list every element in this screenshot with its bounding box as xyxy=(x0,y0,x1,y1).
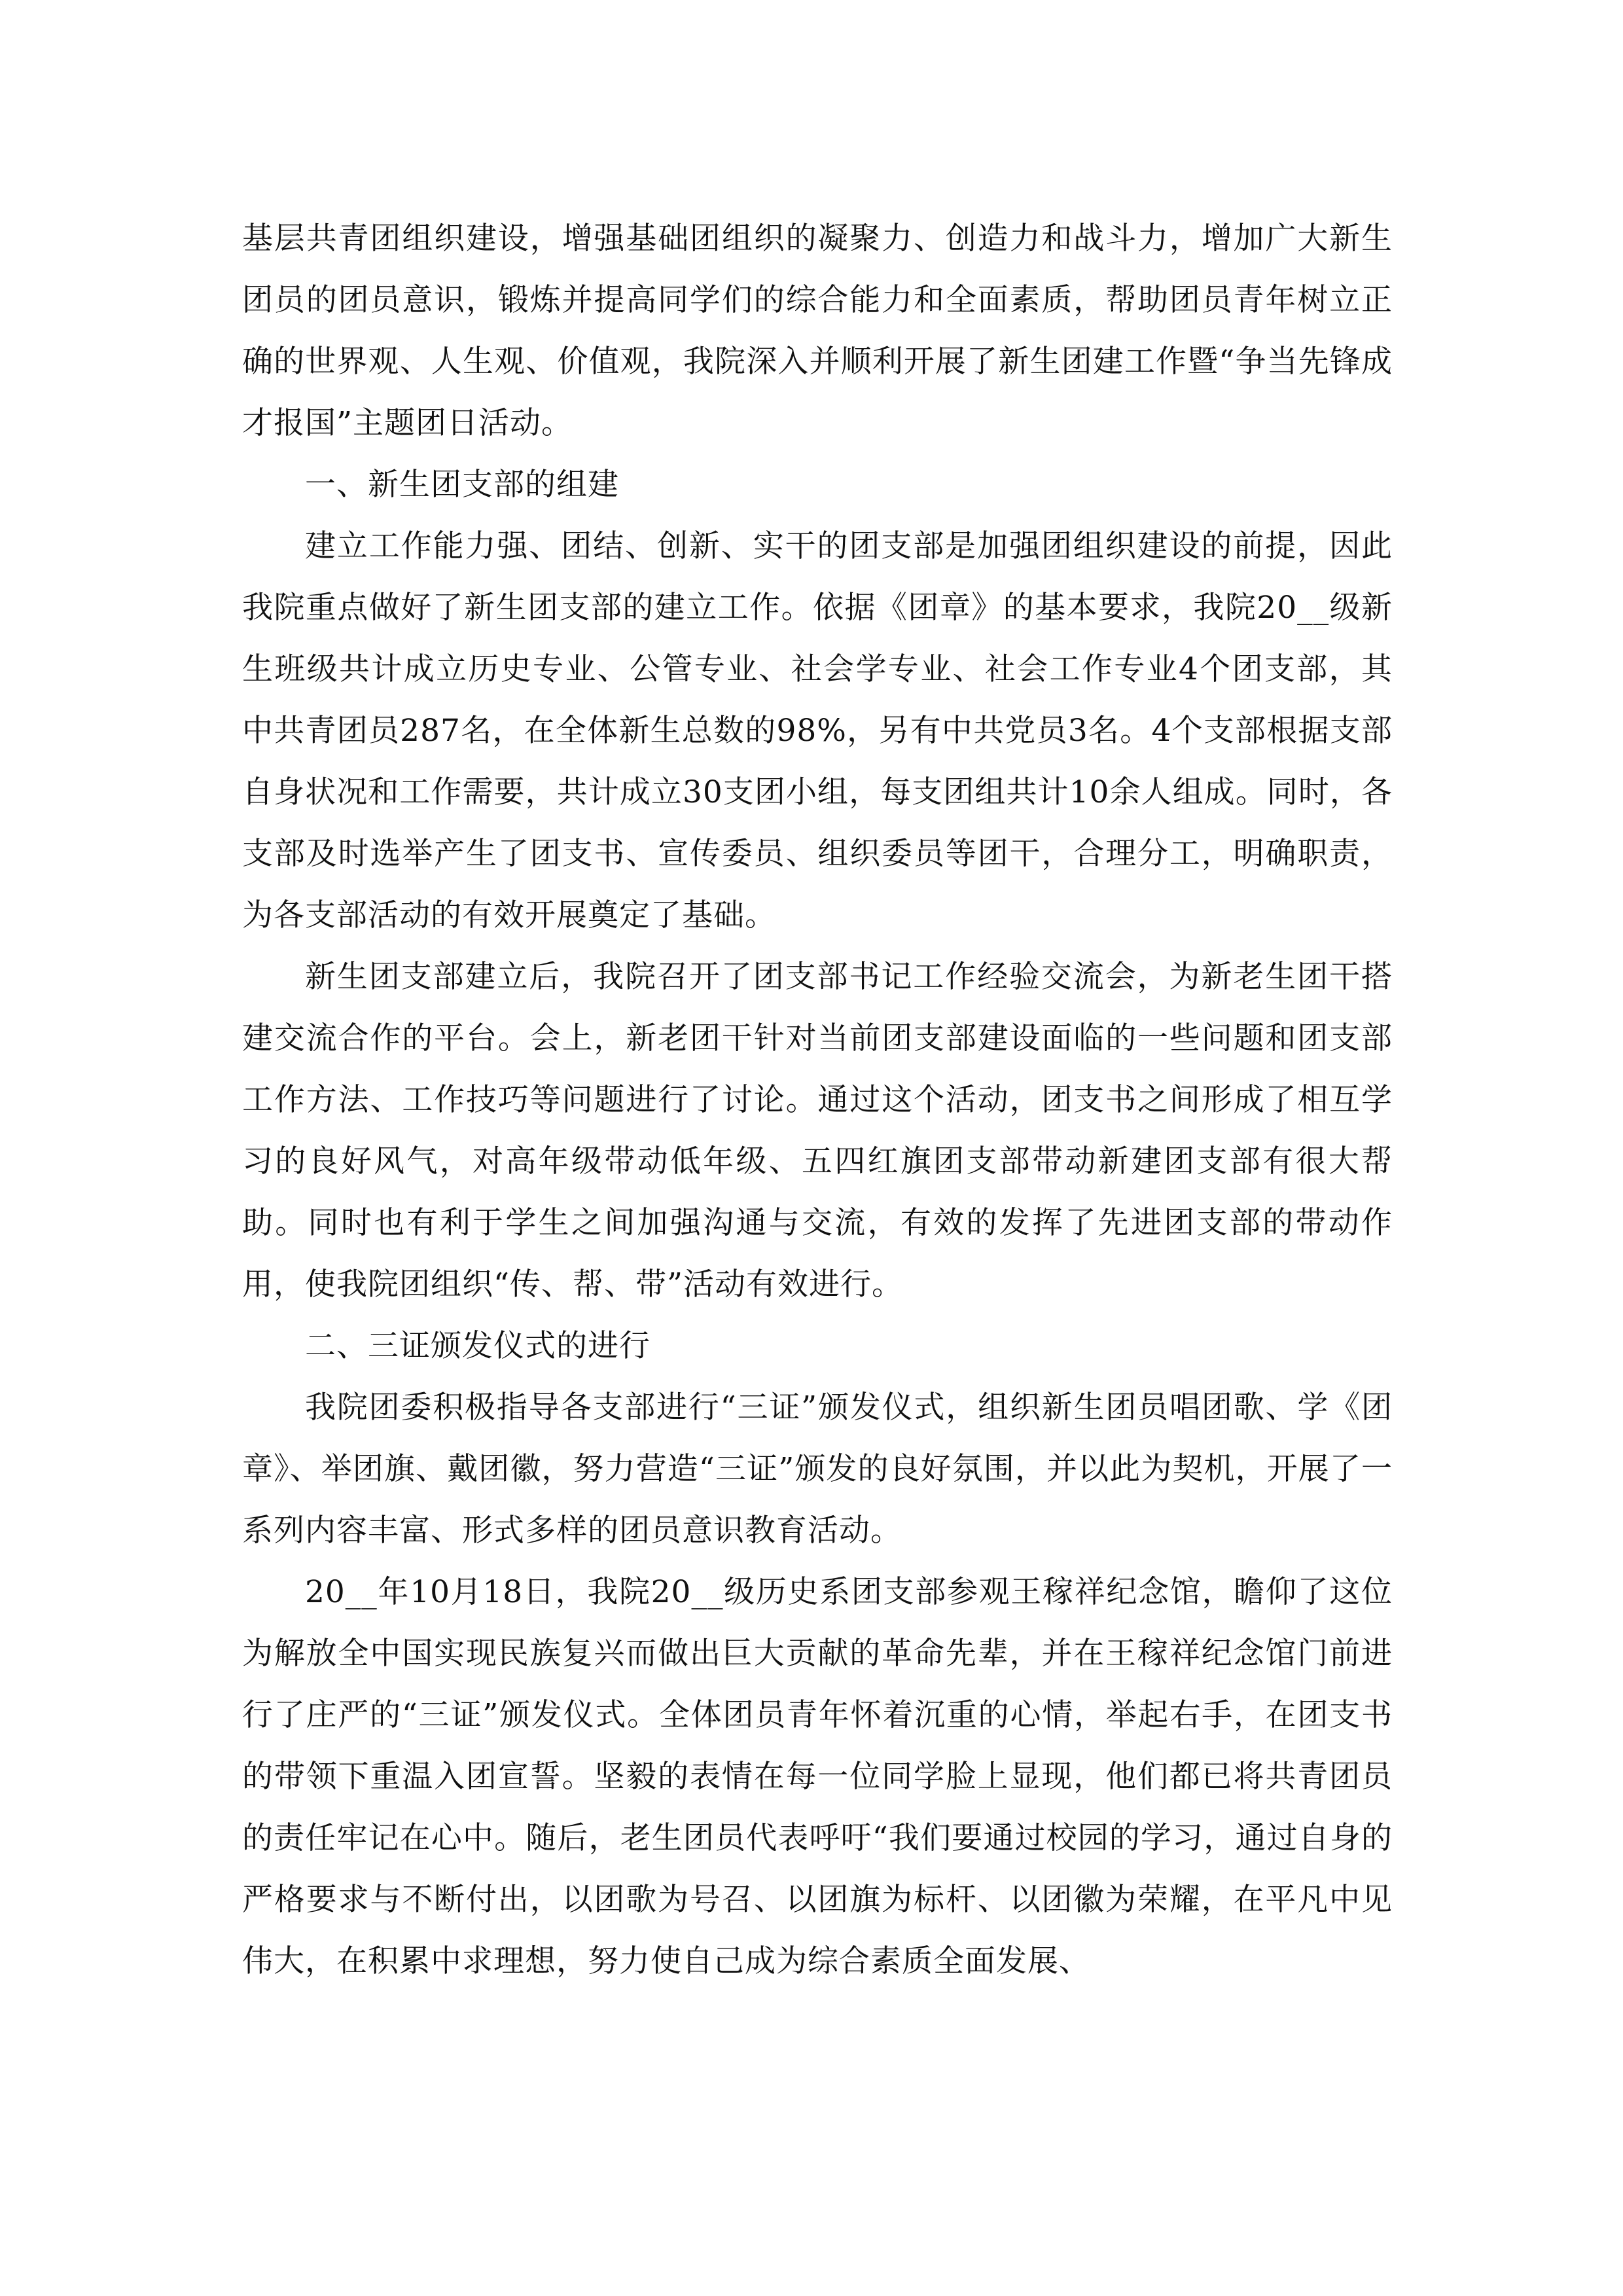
section-heading-2: 二、三证颁发仪式的进行 xyxy=(305,1328,651,1364)
section-heading-1: 一、新生团支部的组建 xyxy=(305,467,619,503)
paragraph-intro: 基层共青团组织建设，增强基础团组织的凝聚力、创造力和战斗力，增加广大新生团员的团员意识，锻炼并提高同学们的综合能力和全面素质，帮助团员青年树立正确的世界观、人生观、价值观，我院深入并顺利开展了新生团建工作暨“争当先锋成才报国”主题团日活动。 xyxy=(242,221,1393,441)
document-body xyxy=(242,208,1393,1992)
paragraph-certificate-ceremony: 我院团委积极指导各支部进行“三证”颁发仪式，组织新生团员唱团歌、学《团章》、举团旗、戴团徽，努力营造“三证”颁发的良好氛围，并以此为契机，开展了一系列内容丰富、形式多样的团员意识教育活动。 xyxy=(242,1390,1393,1549)
paragraph-memorial-visit: 20__年10月18日，我院20__级历史系团支部参观王稼祥纪念馆，瞻仰了这位为解放全中国实现民族复兴而做出巨大贡献的革命先辈，并在王稼祥纪念馆门前进行了庄严的“三证”颁发仪式。全体团员青年怀着沉重的心情，举起右手，在团支书的带领下重温入团宣誓。坚毅的表情在每一位同学脸上显现，他们都已将共青团员的责任牢记在心中。随后，老生团员代表呼吁“我们要通过校园的学习，通过自身的严格要求与不断付出，以团歌为号召、以团旗为标杆、以团徽为荣耀，在平凡中见伟大，在积累中求理想，努力使自己成为综合素质全面发展、 xyxy=(242,1574,1393,1979)
paragraph-branch-establishment: 建立工作能力强、团结、创新、实干的团支部是加强团组织建设的前提，因此我院重点做好了新生团支部的建立工作。依据《团章》的基本要求，我院20__级新生班级共计成立历史专业、公管专业、社会学专业、社会工作专业4个团支部，其中共青团员287名，在全体新生总数的98%，另有中共党员3名。4个支部根据支部自身状况和工作需要，共计成立30支团小组，每支团组共计10余人组成。同时，各支部及时选举产生了团支书、宣传委员、组织委员等团干，合理分工，明确职责，为各支部活动的有效开展奠定了基础。 xyxy=(242,528,1393,933)
paragraph-exchange-meeting: 新生团支部建立后，我院召开了团支部书记工作经验交流会，为新老生团干搭建交流合作的平台。会上，新老团干针对当前团支部建设面临的一些问题和团支部工作方法、工作技巧等问题进行了讨论。通过这个活动，团支书之间形成了相互学习的良好风气，对高年级带动低年级、五四红旗团支部带动新建团支部有很大帮助。同时也有利于学生之间加强沟通与交流，有效的发挥了先进团支部的带动作用，使我院团组织“传、帮、带”活动有效进行。 xyxy=(242,959,1393,1302)
